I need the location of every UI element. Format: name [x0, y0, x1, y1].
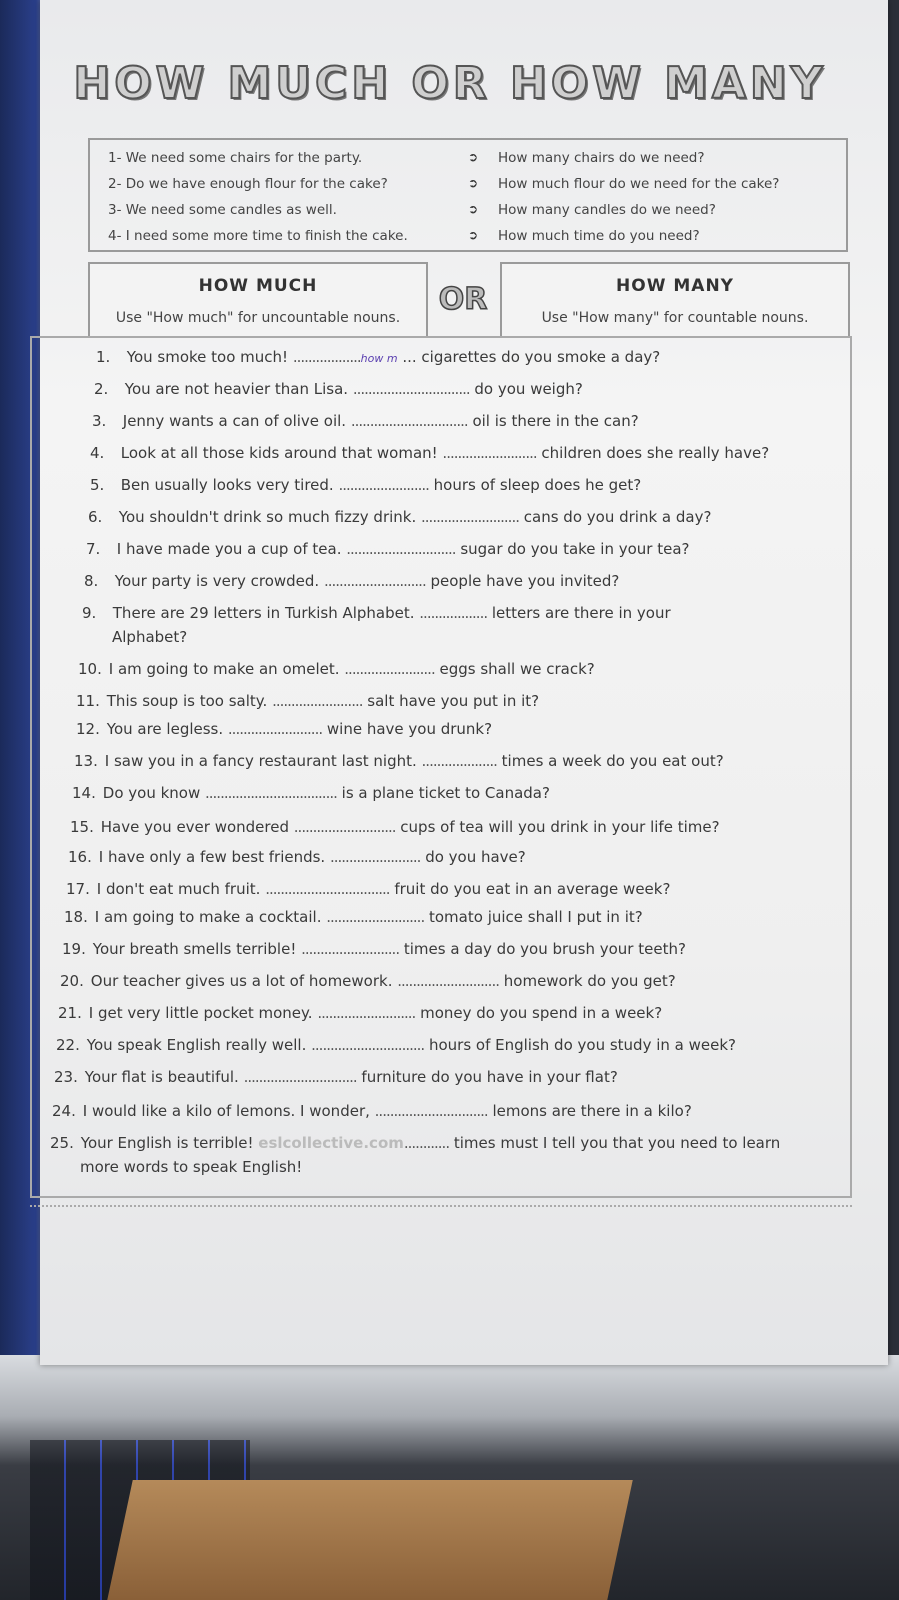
question-number: 9.: [82, 604, 97, 622]
question-followup: do you weigh?: [469, 380, 583, 398]
question-1: [96, 348, 660, 366]
answer-blank[interactable]: ...............................: [352, 380, 470, 398]
question-text: I would like a kilo of lemons. I wonder,: [78, 1102, 375, 1120]
question-followup: hours of sleep does he get?: [428, 476, 642, 494]
example-row: [90, 150, 846, 176]
example-statement: 2- Do we have enough flour for the cake?: [108, 176, 388, 192]
answer-blank[interactable]: ....................: [421, 752, 497, 770]
question-followup: hours of English do you study in a week?: [424, 1036, 736, 1054]
answer-blank[interactable]: ..........................: [317, 1004, 416, 1022]
answer-blank[interactable]: .................................: [265, 880, 390, 898]
answer-blank[interactable]: ..................: [419, 604, 488, 622]
question-text: I am going to make a cocktail.: [90, 908, 327, 926]
question-24: [52, 1102, 692, 1120]
question-number: 3.: [92, 412, 107, 430]
question-followup: wine have you drunk?: [322, 720, 493, 738]
question-followup: fruit do you eat in an average week?: [389, 880, 671, 898]
question-followup: sugar do you take in your tea?: [455, 540, 690, 558]
watermark-text: eslcollective.com: [258, 1134, 404, 1152]
question-text: There are 29 letters in Turkish Alphabet.: [108, 604, 420, 622]
question-7: [86, 540, 690, 558]
question-22: [56, 1036, 736, 1054]
question-text: You smoke too much!: [122, 348, 293, 366]
question-number: 7.: [86, 540, 101, 558]
how-much-rule: Use "How much" for uncountable nouns.: [115, 310, 401, 326]
arrow-icon: ➲: [468, 176, 479, 190]
question-12: [76, 720, 492, 738]
answer-blank[interactable]: ..............................: [374, 1102, 488, 1120]
question-5: [90, 476, 641, 494]
question-text: You are legless.: [102, 720, 228, 738]
answer-blank[interactable]: .........................: [227, 720, 323, 738]
answer-blank[interactable]: ...............................: [350, 412, 468, 430]
question-number: 18.: [64, 908, 88, 926]
how-much-box: [88, 262, 428, 338]
arrow-icon: ➲: [468, 150, 479, 164]
question-11: [76, 692, 539, 710]
question-followup: cups of tea will you drink in your life time?: [395, 818, 720, 836]
example-question: How much flour do we need for the cake?: [498, 176, 780, 192]
question-text: I don't eat much fruit.: [92, 880, 266, 898]
question-19: [62, 940, 686, 958]
question-text: I am going to make an omelet.: [104, 660, 345, 678]
or-badge: OR: [438, 281, 488, 317]
question-number: 20.: [60, 972, 84, 990]
how-much-heading: HOW MUCH: [198, 276, 318, 296]
question-number: 21.: [58, 1004, 82, 1022]
question-9: [82, 604, 671, 622]
example-question: How many candles do we need?: [498, 202, 716, 218]
dotted-divider: [30, 1205, 852, 1207]
question-21: [58, 1004, 662, 1022]
question-number: 4.: [90, 444, 105, 462]
how-many-heading: HOW MANY: [616, 276, 734, 296]
answer-blank[interactable]: .........................: [442, 444, 537, 462]
question-followup: cans do you drink a day?: [519, 508, 712, 526]
question-followup: times a day do you brush your teeth?: [399, 940, 686, 958]
example-question: How much time do you need?: [498, 228, 700, 244]
question-15: [70, 818, 720, 836]
question-text: Ben usually looks very tired.: [116, 476, 339, 494]
example-statement: 1- We need some chairs for the party.: [108, 150, 363, 166]
question-number: 14.: [72, 784, 96, 802]
question-followup: furniture do you have in your flat?: [356, 1068, 618, 1086]
handwritten-answer: how m: [360, 352, 398, 365]
question-number: 10.: [78, 660, 102, 678]
worksheet-title: HOW MUCH OR HOW MANY: [73, 58, 827, 109]
question-text: I saw you in a fancy restaurant last night.: [100, 752, 422, 770]
question-followup: times must I tell you that you need to learn: [449, 1134, 781, 1152]
answer-blank[interactable]: ........................: [329, 848, 421, 866]
question-17: [66, 880, 670, 898]
question-number: 22.: [56, 1036, 80, 1054]
question-followup: salt have you put in it?: [362, 692, 540, 710]
answer-blank[interactable]: ..........................: [326, 908, 425, 926]
question-number: 19.: [62, 940, 86, 958]
answer-blank[interactable]: ..........................: [301, 940, 400, 958]
question-number: 23.: [54, 1068, 78, 1086]
question-followup: homework do you get?: [499, 972, 676, 990]
question-10: [78, 660, 595, 678]
question-followup: letters are there in your: [487, 604, 671, 622]
question-continuation: Alphabet?: [112, 628, 188, 646]
question-text: This soup is too salty.: [102, 692, 273, 710]
question-text: Jenny wants a can of olive oil.: [118, 412, 351, 430]
question-followup: do you have?: [420, 848, 526, 866]
answer-blank[interactable]: ..............................: [311, 1036, 425, 1054]
question-text: Look at all those kids around that woman!: [116, 444, 443, 462]
answer-blank[interactable]: ...................................: [205, 784, 337, 802]
wooden-table-edge: [107, 1480, 633, 1600]
question-text: Our teacher gives us a lot of homework.: [86, 972, 398, 990]
question-4: [90, 444, 769, 462]
question-14: [72, 784, 550, 802]
question-13: [74, 752, 724, 770]
example-statement: 4- I need some more time to finish the cake.: [108, 228, 408, 244]
example-row: [90, 228, 846, 254]
answer-blank[interactable]: ............: [403, 1134, 450, 1152]
question-number: 17.: [66, 880, 90, 898]
answer-blank[interactable]: ...........................: [397, 972, 499, 990]
question-text: I have made you a cup of tea.: [112, 540, 347, 558]
question-followup: lemons are there in a kilo?: [487, 1102, 692, 1120]
question-number: 1.: [96, 348, 111, 366]
question-16: [68, 848, 526, 866]
question-number: 16.: [68, 848, 92, 866]
question-number: 5.: [90, 476, 105, 494]
answer-blank[interactable]: ..........................: [421, 508, 519, 526]
example-row: [90, 176, 846, 202]
question-continuation: more words to speak English!: [80, 1158, 303, 1176]
question-number: 8.: [84, 572, 99, 590]
question-18: [64, 908, 643, 926]
how-many-rule: Use "How many" for countable nouns.: [541, 310, 809, 326]
question-text: Your flat is beautiful.: [80, 1068, 244, 1086]
answer-blank[interactable]: ..................: [292, 348, 361, 366]
question-text: You shouldn't drink so much fizzy drink.: [114, 508, 422, 526]
question-followup: children does she really have?: [536, 444, 770, 462]
question-text: I get very little pocket money.: [84, 1004, 318, 1022]
question-text: Your breath smells terrible!: [88, 940, 302, 958]
question-text: I have only a few best friends.: [94, 848, 330, 866]
question-followup: is a plane ticket to Canada?: [336, 784, 550, 802]
example-row: [90, 202, 846, 228]
question-text: You are not heavier than Lisa.: [120, 380, 353, 398]
question-number: 25.: [50, 1134, 74, 1152]
question-text: Your party is very crowded.: [110, 572, 324, 590]
question-8: [84, 572, 619, 590]
question-text: Your English is terrible!: [76, 1134, 259, 1152]
arrow-icon: ➲: [468, 202, 479, 216]
question-number: 15.: [70, 818, 94, 836]
how-many-box: [500, 262, 850, 338]
question-text: Do you know: [98, 784, 205, 802]
question-20: [60, 972, 676, 990]
question-number: 6.: [88, 508, 103, 526]
question-number: 12.: [76, 720, 100, 738]
question-23: [54, 1068, 618, 1086]
question-25: [50, 1134, 780, 1152]
question-followup: eggs shall we crack?: [434, 660, 595, 678]
question-followup: ... cigarettes do you smoke a day?: [397, 348, 661, 366]
answer-blank[interactable]: ........................: [272, 692, 363, 710]
example-question: How many chairs do we need?: [498, 150, 705, 166]
question-number: 13.: [74, 752, 98, 770]
answer-blank[interactable]: ...........................: [293, 818, 396, 836]
question-3: [92, 412, 639, 430]
example-statement: 3- We need some candles as well.: [108, 202, 337, 218]
question-number: 24.: [52, 1102, 76, 1120]
answer-blank[interactable]: ...........................: [323, 572, 426, 590]
answer-blank[interactable]: .............................: [346, 540, 456, 558]
question-text: Have you ever wondered: [96, 818, 294, 836]
question-2: [94, 380, 583, 398]
answer-blank[interactable]: ........................: [338, 476, 429, 494]
question-number: 11.: [76, 692, 100, 710]
question-followup: people have you invited?: [425, 572, 620, 590]
question-6: [88, 508, 711, 526]
question-followup: times a week do you eat out?: [496, 752, 724, 770]
answer-blank[interactable]: ........................: [344, 660, 435, 678]
question-followup: money do you spend in a week?: [415, 1004, 663, 1022]
question-followup: oil is there in the can?: [467, 412, 639, 430]
question-followup: tomato juice shall I put in it?: [424, 908, 643, 926]
arrow-icon: ➲: [468, 228, 479, 242]
question-number: 2.: [94, 380, 109, 398]
answer-blank[interactable]: ..............................: [243, 1068, 357, 1086]
question-text: You speak English really well.: [82, 1036, 312, 1054]
examples-box: [88, 138, 848, 252]
